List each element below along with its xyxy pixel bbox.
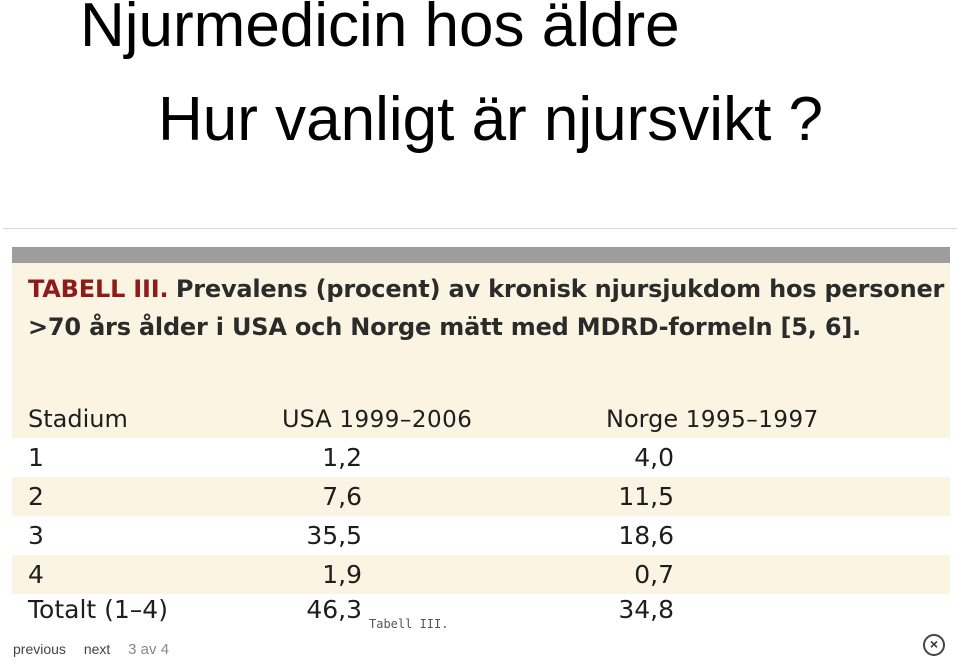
cell-norge: 0,7 [634, 560, 674, 589]
image-counter: 3 av 4 [128, 641, 170, 658]
cell-norge: 11,5 [618, 482, 674, 511]
cell-stadium: 4 [28, 560, 44, 589]
slide-title-line1: Njurmedicin hos äldre [80, 0, 680, 60]
table-label: TABELL III. [28, 275, 169, 303]
table-caption-text: Prevalens (procent) av kronisk njursjukdom hos personer [175, 275, 945, 303]
image-viewer [3, 228, 957, 669]
table-caption-line1 [28, 275, 944, 303]
cell-usa: 1,2 [322, 443, 362, 472]
cell-stadium: 1 [28, 443, 44, 472]
previous-link[interactable]: previous [13, 641, 66, 657]
header-usa [282, 400, 472, 440]
header-norge-years: 1995–1997 [685, 407, 819, 433]
viewer-navigation [13, 641, 169, 658]
cell-usa: 7,6 [322, 482, 362, 511]
table-row [12, 516, 950, 555]
next-link[interactable]: next [83, 641, 111, 657]
table-image [12, 263, 950, 624]
viewer-top-bar [12, 247, 950, 263]
table-caption-line2: >70 års ålder i USA och Norge mätt med MDRD-formeln [5, 6]. [28, 313, 862, 341]
cell-usa: 1,9 [322, 560, 362, 589]
table-header-row [12, 400, 950, 438]
header-usa-name: USA [282, 405, 332, 433]
close-button[interactable] [923, 634, 945, 656]
table-row [12, 555, 950, 594]
cell-stadium: Totalt (1–4) [28, 595, 168, 624]
header-stadium: Stadium [28, 405, 128, 433]
close-icon: × [929, 636, 939, 652]
table-row [12, 477, 950, 516]
image-caption: Tabell III. [369, 617, 449, 631]
slide-title-line2: Hur vanligt är njursvikt ? [158, 85, 824, 154]
cell-norge: 18,6 [618, 521, 674, 550]
cell-usa: 35,5 [306, 521, 362, 550]
header-usa-years: 1999–2006 [339, 407, 473, 433]
table-row [12, 438, 950, 477]
cell-stadium: 3 [28, 521, 44, 550]
cell-usa: 46,3 [306, 595, 362, 624]
header-norge [606, 400, 819, 440]
cell-norge: 34,8 [618, 595, 674, 624]
cell-stadium: 2 [28, 482, 44, 511]
cell-norge: 4,0 [634, 443, 674, 472]
header-norge-name: Norge [606, 405, 679, 433]
